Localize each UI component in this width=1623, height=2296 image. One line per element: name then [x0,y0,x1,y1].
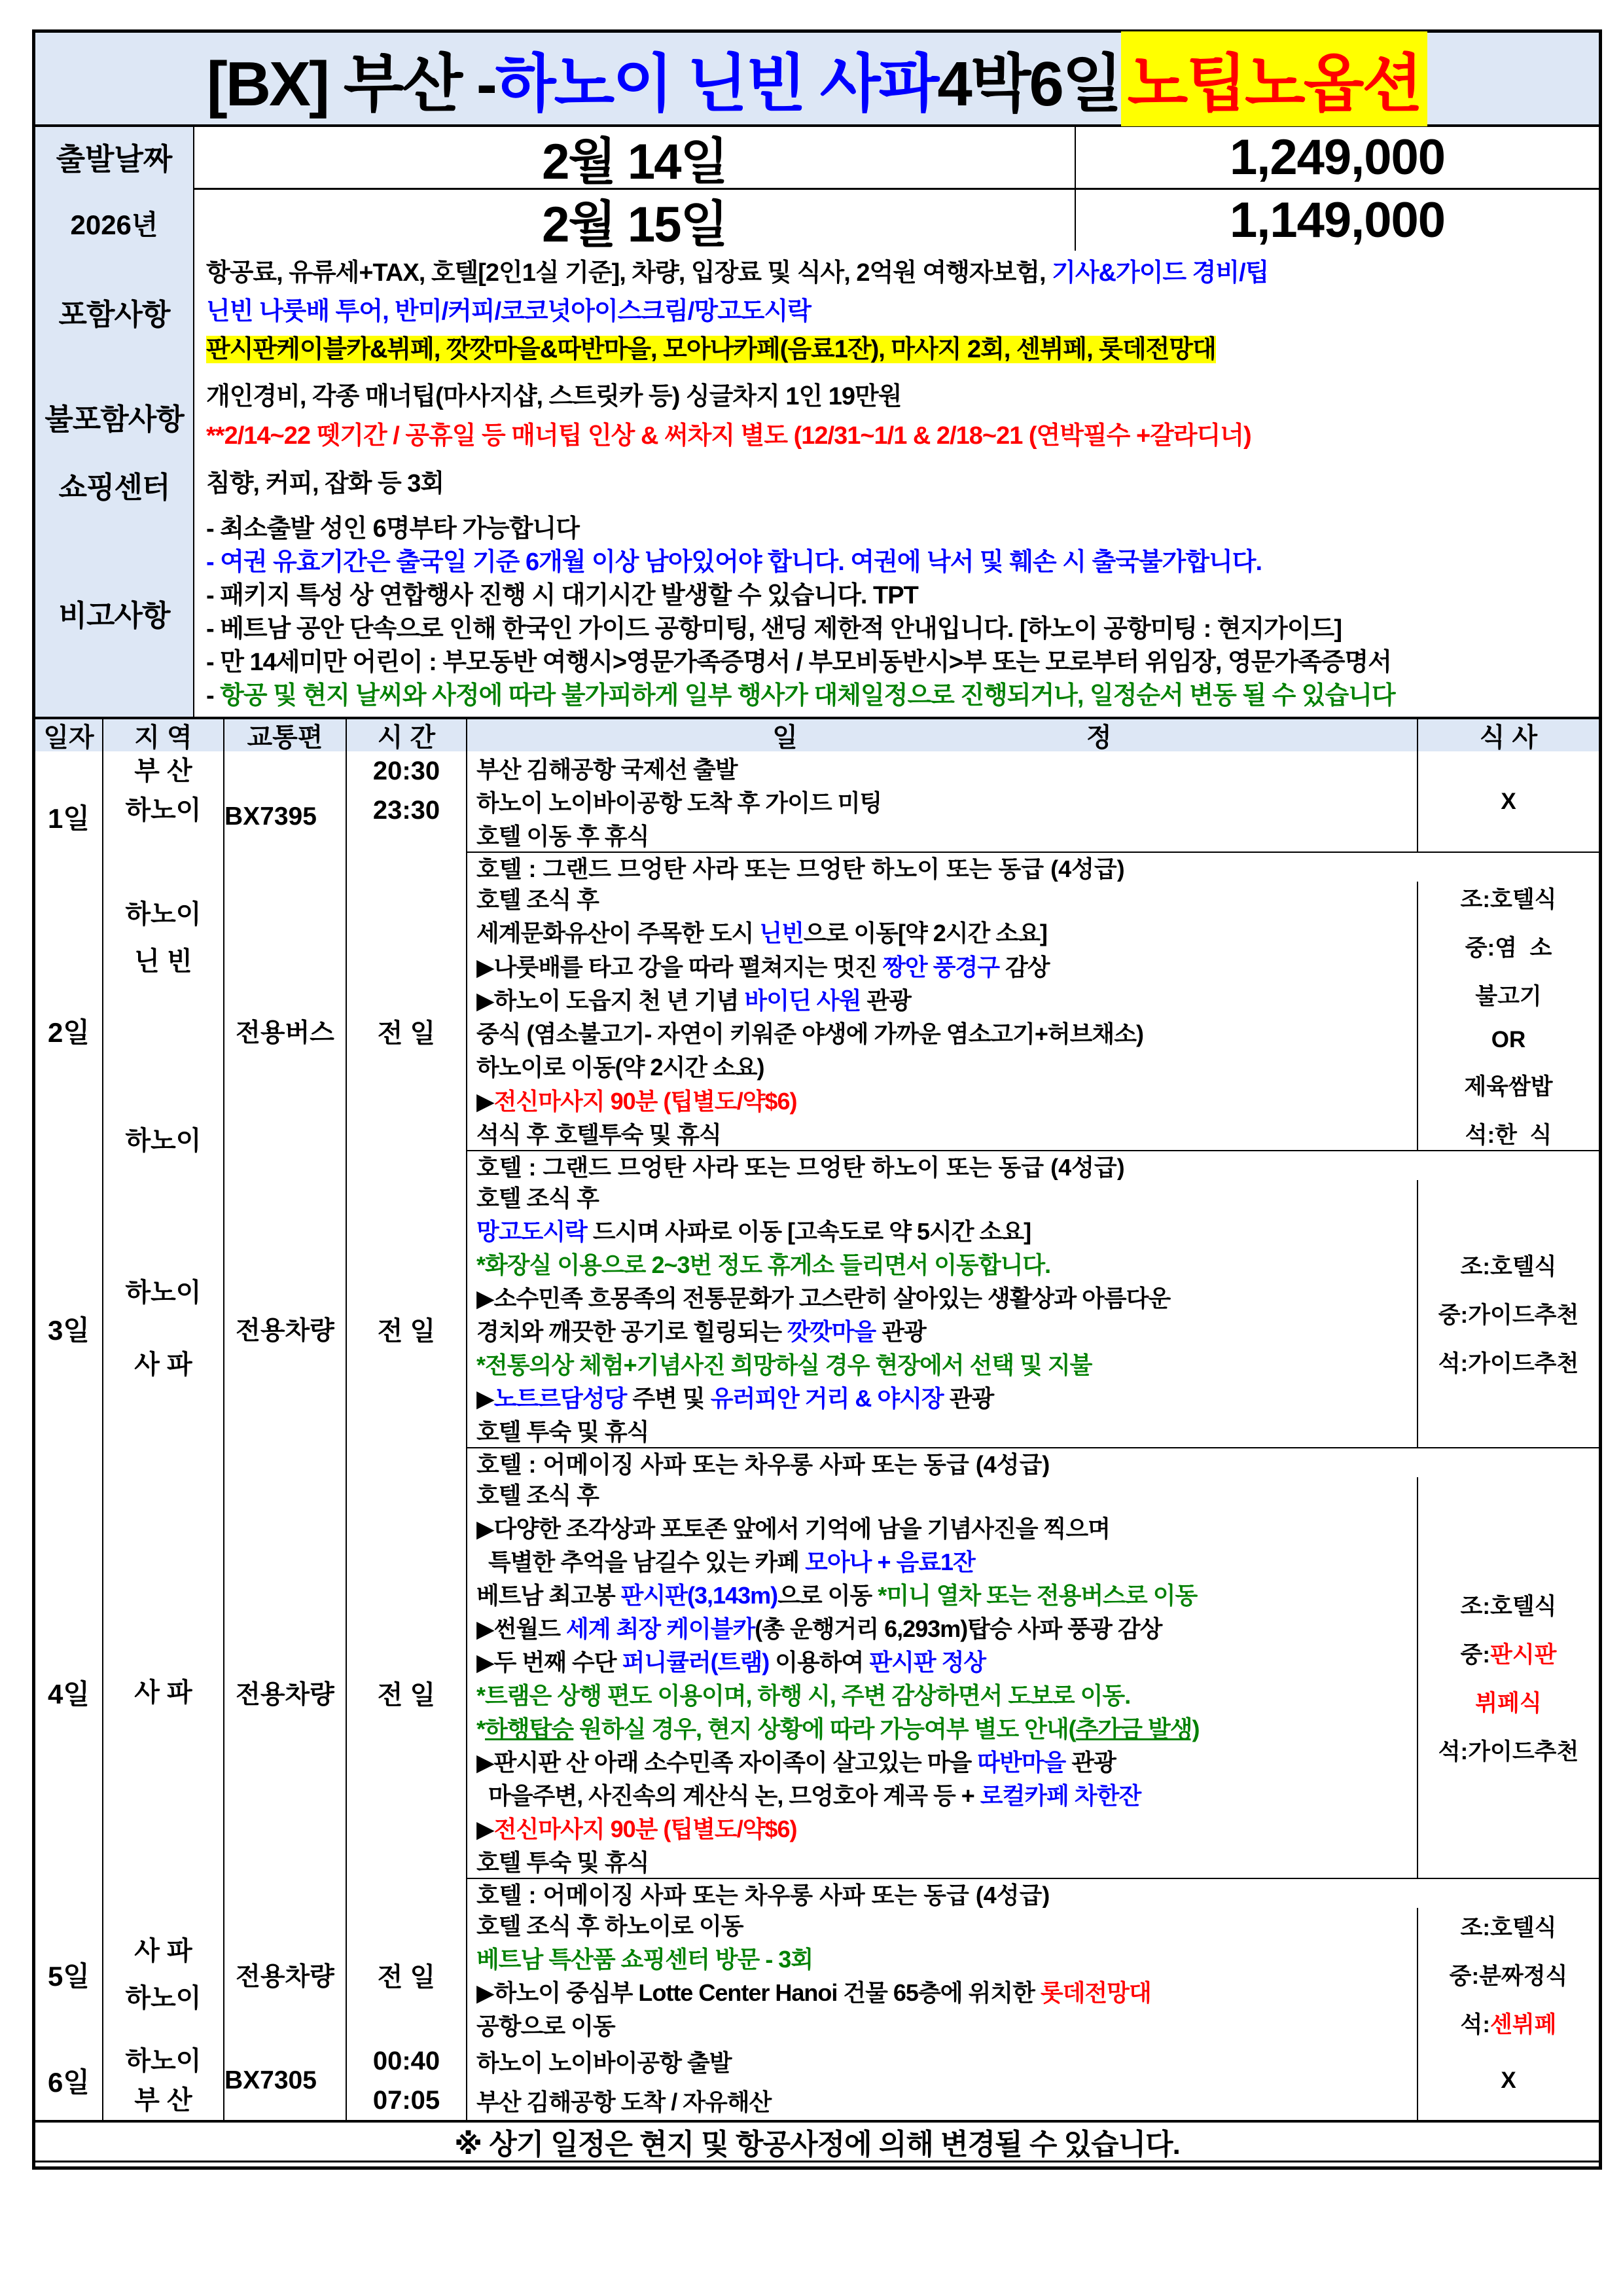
text-segment: 침향, 커피, 잡화 등 3회 [206,470,444,498]
day-main [467,751,1599,882]
meal-line [1491,1027,1526,1053]
time-cell [347,1180,467,1477]
departure-row [194,127,1599,188]
region-line: 하노이 [125,1126,202,1155]
header-cell-2: 교통편 [224,719,347,751]
meal-cell [1417,2041,1599,2120]
itinerary-line [476,1941,1417,1975]
region-cell [103,2041,224,2120]
text-segment: 개인경비, 각종 매너팁(마사지샵, 스트릿카 등) 싱글차지 1인 19만원 [206,382,902,410]
itinerary-line [476,2008,1417,2041]
text-segment: ▶썬월드 [476,1615,567,1642]
text-segment: OR [1491,1027,1526,1052]
time-line: 전 일 [377,1962,436,1992]
text-segment: - [206,681,221,709]
meal-line [1475,978,1541,1011]
itinerary-line [476,785,1417,818]
departure-rows [194,127,1599,251]
itinerary-line [476,1711,1417,1744]
day-main [467,882,1599,1180]
meal-line [1465,930,1552,963]
meal-line [1461,1637,1557,1670]
itinerary-line [476,1577,1417,1611]
departure-label [35,127,194,251]
text-segment: 마을주변, 사진속의 계산식 논, 므엉호아 계곡 등 + [476,1782,980,1809]
region-line: 부 산 [134,757,192,785]
hotel-row: 호텔 : 어메이징 사파 또는 차우롱 사파 또는 동급 (4성급) [467,1447,1599,1477]
text-segment: 세계문화유산이 주목한 도시 [476,920,760,947]
itinerary-wrap [467,2041,1599,2120]
text-segment: 판시판(3,143m) [620,1582,778,1609]
itinerary-line [476,1811,1417,1844]
itinerary-wrap [467,1180,1599,1447]
text-segment: ▶ [476,1087,494,1115]
hotel-row: 호텔 : 그랜드 므엉탄 사라 또는 므엉탄 하노이 또는 동급 (4성급) [467,852,1599,882]
info-body-excl [194,373,1599,460]
day-cell: 1일 [35,751,103,882]
text-segment: ▶소수민족 흐몽족의 전통문화가 고스란히 살아있는 생활상과 아름다운 [476,1285,1171,1312]
departure-price: 1,149,000 [1075,190,1599,251]
info-line [206,421,1599,452]
text-segment: 관광 [876,1318,926,1345]
itinerary-wrap [467,1477,1599,1878]
itinerary-lines [467,2041,1417,2120]
schedule-header-row [35,717,1599,751]
region-line: 하노이 [125,900,202,929]
text-segment: ▶나룻배를 타고 강을 따라 펼쳐지는 멋진 [476,953,883,980]
region-line: 하노이 [125,1984,202,2013]
region-line: 부 산 [134,2086,192,2115]
text-segment: 호텔 투숙 및 휴식 [476,1849,649,1876]
meal-line [1438,1346,1579,1378]
info-line [206,614,1599,645]
info-section-excl [35,373,1599,460]
text-segment: 닌빈 [759,920,804,947]
meal-cell [1417,1908,1599,2041]
itinerary-line [476,2084,1417,2117]
text-segment: X [1501,788,1516,814]
itinerary-line [476,1477,1417,1511]
text-segment: 관광 [943,1385,994,1412]
text-segment: 조:호텔식 [1460,887,1557,912]
departure-row [194,188,1599,251]
info-line [206,514,1599,545]
text-segment: 모아나 + 음료1잔 [805,1549,975,1575]
itinerary-line [476,1083,1417,1117]
itinerary-line [476,882,1417,915]
text-segment: 공항으로 이동 [476,2013,615,2039]
itinerary-line [476,1611,1417,1644]
text-segment: 바이딘 사원 [744,986,861,1014]
text-segment: 석식 후 호텔투숙 및 휴식 [476,1121,721,1148]
itinerary-line [476,1414,1417,1447]
day-row-2 [35,882,1599,1180]
text-segment: 4박6일 [937,48,1121,119]
itinerary-line [476,2045,1417,2078]
itinerary-line [476,1314,1417,1347]
itinerary-line [476,1247,1417,1280]
time-line: 전 일 [377,1316,436,1346]
info-section-incl [35,251,1599,373]
hotel-row: 호텔 : 그랜드 므엉탄 사라 또는 므엉탄 하노이 또는 동급 (4성급) [467,1150,1599,1180]
departure-label-text: 출발날짜 [56,141,173,176]
info-line [206,581,1599,612]
time-cell [347,2041,467,2120]
itinerary-line [476,1908,1417,1941]
text-segment: 호텔 조식 후 하노이로 이동 [476,1912,743,1939]
info-label-shop: 쇼핑센터 [35,460,194,509]
itinerary-line [476,949,1417,982]
text-segment: 전신마사지 90분 (팁별도/약$6) [493,1087,797,1115]
text-segment: *화장실 이용으로 2~3번 정도 휴게소 들리면서 이동합니다. [476,1251,1051,1278]
region-cell [103,882,224,1180]
departure-section [35,124,1599,251]
text-segment: 관광 [1065,1749,1116,1776]
text-segment: 조:호텔식 [1460,1254,1557,1280]
meal-line [1461,1588,1557,1621]
text-segment: 세계 최장 케이블카 [566,1615,755,1642]
info-line [206,296,1599,328]
time-line: 전 일 [377,1680,436,1710]
meal-line [1461,882,1557,914]
text-segment: - 패키지 특성 상 연합행사 진행 시 대기시간 발생할 수 있습니다. TPT [206,581,918,609]
text-segment: 하노이 노이바이공항 도착 후 가이드 미팅 [476,789,882,816]
day-row-3 [35,1180,1599,1477]
itinerary-line [476,1049,1417,1083]
itinerary-lines [467,882,1417,1150]
itinerary-lines [467,1477,1417,1878]
itinerary-line [476,1544,1417,1577]
day-row-6 [35,2041,1599,2120]
text-segment: *전통의상 체험+기념사진 희망하실 경우 현장에서 선택 및 지불 [476,1352,1092,1378]
text-segment: 따반마을 [977,1749,1066,1776]
region-cell [103,1477,224,1908]
transport-line: BX7395 [224,802,317,831]
region-line: 하노이 [125,1278,202,1307]
itinerary-line [476,1180,1417,1213]
text-segment: (총 운행거리 6,293m)탑승 사파 풍광 감상 [755,1615,1162,1642]
header-cell-0: 일자 [35,719,103,751]
meal-line [1501,2068,1516,2094]
text-segment: 추가금 발생) [1075,1715,1200,1742]
text-segment: ▶다양한 조각상과 포토존 앞에서 기억에 남을 기념사진을 찍으며 [476,1515,1110,1542]
itinerary-wrap [467,751,1599,852]
meal-cell [1417,1477,1599,1878]
schedule-footer-note [35,2120,1599,2162]
transport-cell: 전용버스 [224,882,347,1180]
time-cell [347,751,467,882]
transport-line: BX7305 [224,2066,317,2094]
day-main [467,1180,1599,1477]
text-segment: 중:분짜정식 [1449,1964,1568,1989]
meal-line [1501,789,1516,815]
day-main [467,1477,1599,1908]
text-segment: [BX] 부산 - [206,48,495,119]
itinerary-line [476,1213,1417,1247]
time-line: 20:30 [372,756,440,785]
text-segment: 하행탑승 [485,1715,574,1742]
departure-price: 1,249,000 [1075,127,1599,188]
text-segment: 닌빈 나룻배 투어, 반미/커피/코코넛아이스크림/망고도시락 [206,297,811,325]
text-segment: 석: [1460,2012,1491,2037]
text-segment: 노팁노옵션 [1121,31,1428,126]
time-line: 23:30 [372,795,440,825]
day-cell: 3일 [35,1180,103,1477]
text-segment: 주변 및 [626,1385,711,1412]
text-segment: 중: [1460,1642,1491,1668]
text-segment: * [476,1715,486,1742]
text-segment: 하노이 노이바이공항 출발 [476,2049,732,2076]
text-segment: 호텔 투숙 및 휴식 [476,1418,649,1445]
info-line [206,647,1599,679]
text-segment: 경치와 깨끗한 공기로 힐링되는 [476,1318,788,1345]
info-label-incl: 포함사항 [35,251,194,373]
meal-cell [1417,1180,1599,1447]
text-segment: 원하실 경우, 현지 상황에 따라 가능여부 별도 안내( [573,1715,1076,1742]
itinerary-line [476,1280,1417,1314]
meal-line [1465,1117,1552,1150]
day-cell: 2일 [35,882,103,1180]
itinerary-wrap [467,1908,1599,2041]
info-line [206,258,1599,289]
time-line: 07:05 [372,2085,440,2115]
document-title [35,33,1599,124]
text-segment: 호텔 이동 후 휴식 [476,823,649,850]
text-segment: 호텔 조식 후 [476,886,599,914]
text-segment: 중:가이드추천 [1438,1302,1579,1328]
itinerary-line [476,1016,1417,1049]
region-cell [103,751,224,882]
text-segment: 으로 이동[약 2시간 소요] [803,920,1047,947]
text-segment: 센뷔페 [1490,2012,1557,2037]
info-line [206,681,1599,712]
region-bottom-group [126,1117,202,1164]
text-segment: ▶하노이 도읍지 천 년 기념 [476,986,745,1014]
day-row-4 [35,1477,1599,1908]
region-cell [103,1180,224,1477]
itinerary-line [476,1844,1417,1878]
itinerary-line [476,1511,1417,1544]
info-label-note: 비고사항 [35,509,194,717]
time-cell [347,1908,467,2041]
text-segment: 부산 김해공항 도착 / 자유해산 [476,2088,772,2115]
time-line: 00:40 [372,2046,440,2075]
time-line: 전 일 [377,1018,436,1048]
day-cell: 6일 [35,2041,103,2120]
meal-cell [1417,751,1599,852]
meal-line [1438,1297,1579,1330]
region-line: 닌 빈 [134,947,192,976]
text-segment: X [1501,2068,1516,2093]
text-segment: 조:호텔식 [1460,1594,1557,1619]
text-segment: 항공료, 유류세+TAX, 호텔[2인1실 기준], 차량, 입장료 및 식사, 2억원 여행자보험, [206,259,1052,287]
text-segment: 호텔 조식 후 [476,1185,599,1211]
header-cell-4: 일 정 [467,719,1418,751]
meal-line [1450,1958,1568,1991]
departure-date: 2월 15일 [542,197,727,253]
text-segment: - 베트남 공안 단속으로 인해 한국인 가이드 공항미팅, 샌딩 제한적 안내입니다. [하노이 공항미팅 : 현지가이드] [206,615,1342,643]
text-segment: ▶ [476,1385,494,1412]
region-line: 사 파 [134,1937,192,1965]
text-segment: - 만 14세미만 어린이 : 부모동반 여행시>영문가족증명서 / 부모비동반시>부 또는 모로부터 위임장, 영문가족증명서 [206,648,1391,676]
text-segment: 호텔 조식 후 [476,1482,599,1509]
info-section-shop [35,460,1599,509]
text-segment: 불고기 [1475,984,1542,1009]
itinerary-line [476,751,1417,785]
text-segment: 기사&가이드 경비/팁 [1052,259,1269,287]
text-segment: 드시며 사파로 이동 [고속도로 약 5시간 소요] [586,1218,1031,1245]
text-segment: 부산 김해공항 국제선 출발 [476,756,738,783]
transport-cell: 전용차량 [224,1180,347,1477]
departure-date: 2월 14일 [542,134,727,190]
region-line: 하노이 [125,796,202,825]
region-cell [103,1908,224,2041]
text-segment: ▶두 번째 수단 [476,1649,622,1676]
meal-line [1438,1734,1579,1767]
info-body-shop [194,460,1599,509]
region-top-group [126,891,202,985]
footer-text: ※ 상기 일정은 현지 및 항공사정에 의해 변경될 수 있습니다. [454,2128,1180,2161]
meal-line [1464,1069,1552,1102]
itinerary-line [476,1347,1417,1380]
meal-cell [1417,882,1599,1150]
text-segment: 전신마사지 90분 (팁별도/약$6) [493,1816,797,1842]
text-segment: 하노이로 이동(약 2시간 소요) [476,1054,764,1081]
text-segment: 석:한 식 [1465,1122,1552,1148]
text-segment: 뷔페식 [1475,1691,1542,1716]
text-segment: *미니 열차 또는 전용버스로 이동 [878,1582,1198,1609]
text-segment: 석:가이드추천 [1438,1351,1579,1376]
text-segment: 판시판케이블카&뷔페, 깟깟마을&따반마을, 모아나카페(음료1잔), 마사지 2회, 센뷔페, 롯데전망대 [206,336,1216,364]
info-body-note [194,509,1599,717]
text-segment: **2/14~22 뗏기간 / 공휴일 등 매너팁 인상 & 써차지 별도 (12/31~1/1 & 2/18~21 (연박필수 +갈라디너) [206,422,1251,450]
itinerary-lines [467,1180,1417,1447]
text-segment: 베트남 특산품 쇼핑센터 방문 - 3회 [476,1946,813,1973]
text-segment: ▶판시판 산 아래 소수민족 자이족이 살고있는 마을 [476,1749,978,1776]
text-segment: 로컬카페 차한잔 [980,1782,1141,1809]
text-segment: 관광 [861,986,911,1014]
text-segment: 롯데전망대 [1040,1979,1151,2006]
text-segment: 중:염 소 [1465,935,1552,961]
itinerary-line [476,982,1417,1016]
itinerary-line [476,1677,1417,1711]
day-cell: 5일 [35,1908,103,2041]
text-segment: 조:호텔식 [1460,1915,1557,1941]
info-body-incl [194,251,1599,373]
info-section-note [35,509,1599,717]
info-line [206,547,1599,579]
info-line [206,382,1599,413]
text-segment: - 최소출발 성인 6명부타 가능합니다 [206,514,579,543]
transport-cell: 전용차량 [224,1477,347,1908]
itinerary-line [476,818,1417,852]
text-segment: 항공 및 현지 날씨와 사정에 따라 불가피하게 일부 행사가 대체일정으로 진행되거나, 일정순서 변동 될 수 있습니다 [220,681,1395,709]
region-line: 사 파 [134,1350,192,1379]
header-cell-3: 시 간 [347,719,467,751]
text-segment: 퍼니큘러(트램) [622,1649,770,1676]
text-segment: 판시판 [1490,1642,1557,1668]
text-segment: ▶하노이 중심부 Lotte Center Hanoi 건물 65층에 위치한 [476,1979,1041,2006]
text-segment: ▶ [476,1816,494,1842]
day-main [467,1908,1599,2041]
text-segment: 특별한 추억을 남길수 있는 카페 [476,1549,806,1575]
text-segment: 제육쌈밥 [1464,1074,1553,1100]
text-segment: 석:가이드추천 [1438,1739,1579,1765]
text-segment: 노트르담성당 [493,1385,627,1412]
itinerary-sheet [32,29,1602,2170]
departure-year: 2026년 [70,209,158,240]
text-segment: 짱안 풍경구 [883,953,1000,980]
text-segment: 깟깟마을 [787,1318,876,1345]
text-segment: - 여권 유효기간은 출국일 기준 6개월 이상 남아있어야 합니다. 여권에 낙서 및 훼손 시 출국불가합니다. [206,548,1262,576]
day-cell: 4일 [35,1477,103,1908]
text-segment: 으로 이동 [777,1582,878,1609]
meal-line [1461,1249,1557,1282]
header-cell-5: 식 사 [1479,723,1538,752]
text-segment: 하노이 닌빈 사파 [495,48,938,119]
header-cell-1: 지 역 [103,719,224,751]
text-segment: *트램은 상행 편도 이용이며, 하행 시, 주변 감상하면서 도보로 이동. [476,1682,1131,1709]
itinerary-lines [467,1908,1417,2041]
text-segment: 베트남 최고봉 [476,1582,621,1609]
itinerary-line [476,1380,1417,1414]
text-segment: 유러피안 거리 & 야시장 [710,1385,944,1412]
text-segment: 판시판 정상 [869,1649,986,1676]
transport-cell [224,2041,347,2120]
itinerary-lines [467,751,1417,852]
info-line [206,334,1599,366]
meal-line [1461,1910,1557,1943]
region-line: 하노이 [125,2047,202,2075]
time-cell [347,882,467,1180]
info-label-excl: 불포함사항 [35,373,194,460]
day-main [467,2041,1599,2120]
day-row-5 [35,1908,1599,2041]
itinerary-line [476,915,1417,948]
region-line: 사 파 [134,1678,192,1707]
meal-line [1461,2007,1557,2039]
time-cell [347,1477,467,1908]
text-segment: 이용하여 [769,1649,870,1676]
text-segment: 중식 (염소불고기- 자연이 키워준 야생에 가까운 염소고기+허브채소) [476,1020,1143,1048]
itinerary-wrap [467,882,1599,1150]
itinerary-line [476,1744,1417,1778]
transport-cell: 전용차량 [224,1908,347,2041]
meal-line [1475,1685,1541,1718]
text-segment: 망고도시락 [476,1218,587,1245]
itinerary-line [476,1778,1417,1811]
itinerary-line [476,1644,1417,1677]
text-segment: 감상 [999,953,1050,980]
itinerary-line [476,1117,1417,1150]
day-row-1 [35,751,1599,882]
transport-cell [224,751,347,882]
info-line [206,469,1599,500]
hotel-row: 호텔 : 어메이징 사파 또는 차우롱 사파 또는 동급 (4성급) [467,1878,1599,1908]
itinerary-line [476,1975,1417,2008]
